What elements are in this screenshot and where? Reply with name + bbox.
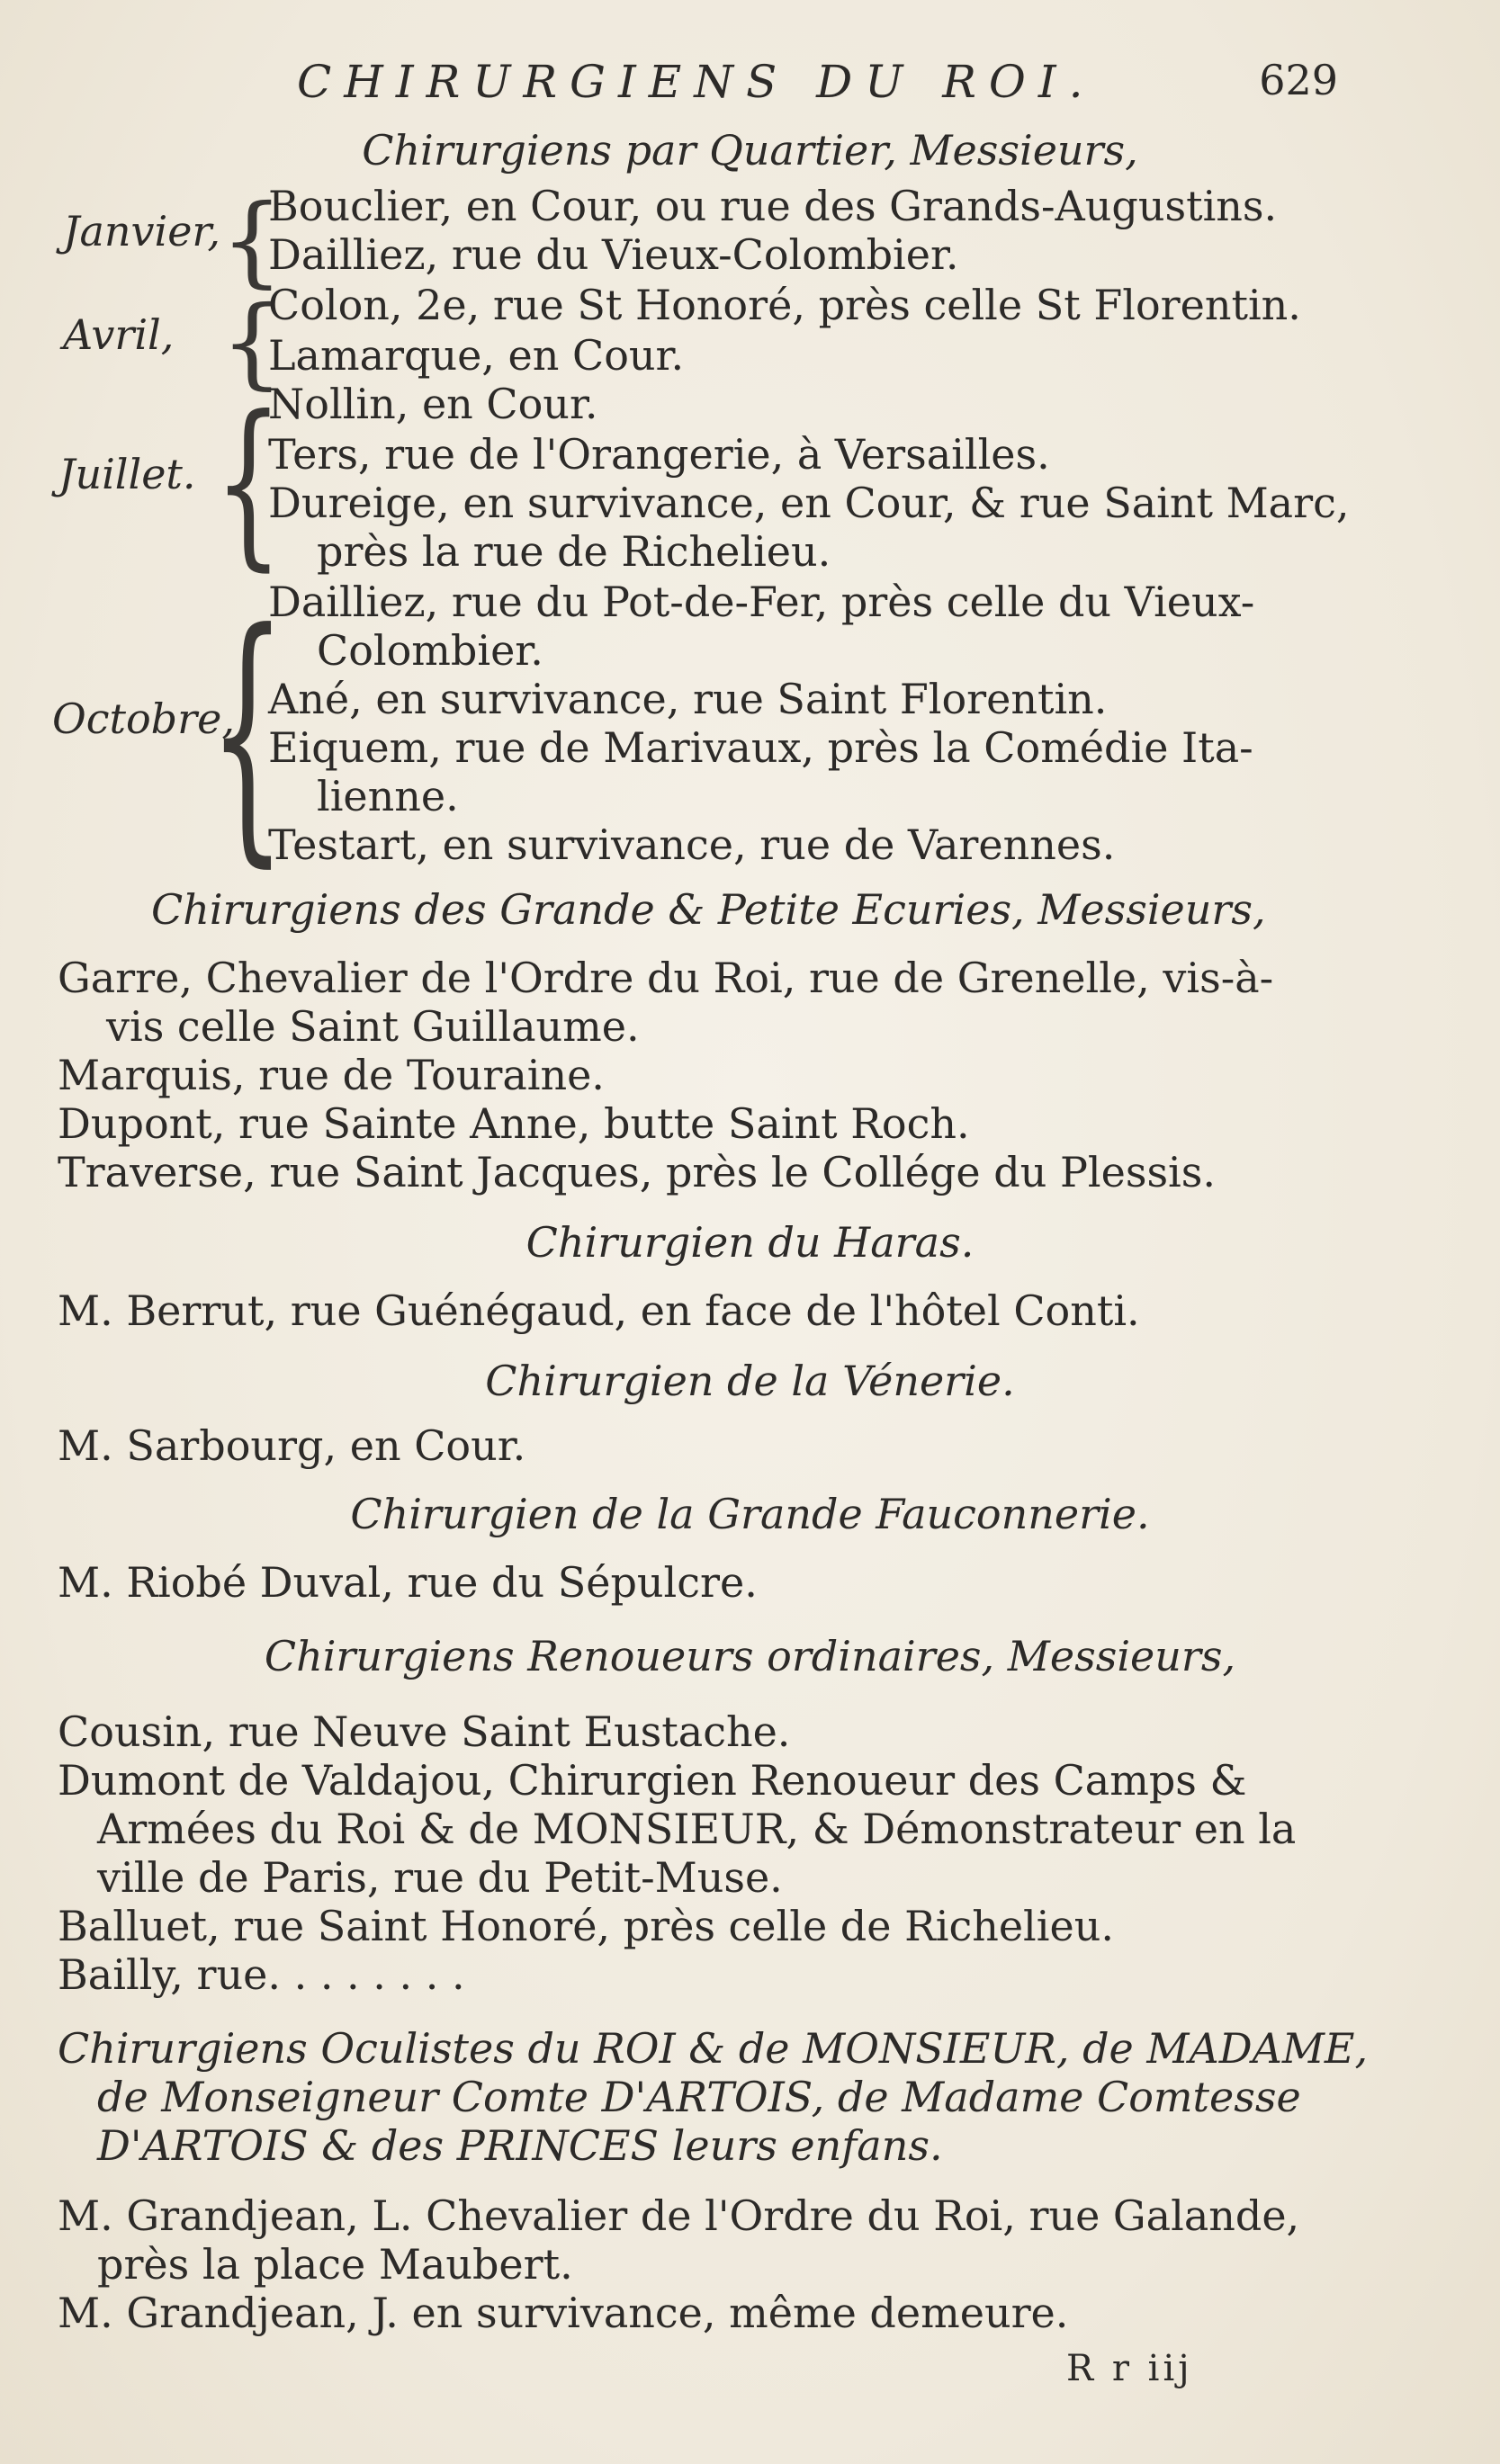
entry-line: Ané, en survivance, rue Saint Florentin. — [268, 675, 1108, 723]
entry-line: Dailliez, rue du Pot-de-Fer, près celle du Vieux- — [268, 578, 1255, 626]
section-heading-venerie: Chirurgien de la Vénerie. — [485, 1357, 1015, 1405]
section-heading-renoueurs: Chirurgiens Renoueurs ordinaires, Messieurs, — [264, 1632, 1236, 1680]
section-heading-oculistes: Chirurgiens Oculistes du ROI & de MONSIEUR, de MADAME, — [58, 2024, 1369, 2073]
entry-line: Cousin, rue Neuve Saint Eustache. — [58, 1707, 791, 1756]
entry-line: M. Berrut, rue Guénégaud, en face de l'hôtel Conti. — [58, 1286, 1140, 1335]
entry-line: Traverse, rue Saint Jacques, près le Collége du Plessis. — [58, 1148, 1216, 1196]
entry-line: vis celle Saint Guillaume. — [106, 1002, 640, 1051]
entry-line: M. Grandjean, J. en survivance, même demeure. — [58, 2289, 1069, 2337]
entry-line: Testart, en survivance, rue de Varennes. — [268, 820, 1116, 869]
entry-line: Bailly, rue. . . . . . . . — [58, 1950, 465, 1999]
section-heading-quarter: Chirurgiens par Quartier, Messieurs, — [362, 126, 1138, 175]
section-heading-oculistes: D'ARTOIS & des PRINCES leurs enfans. — [97, 2121, 943, 2170]
month-avril: Avril, — [63, 310, 175, 359]
entry-line: près la rue de Richelieu. — [317, 527, 831, 576]
section-heading-ecuries: Chirurgiens des Grande & Petite Ecuries, Messieurs, — [151, 885, 1266, 934]
entry-line: Dumont de Valdajou, Chirurgien Renoueur des Camps & — [58, 1756, 1247, 1805]
entry-line: Dailliez, rue du Vieux-Colombier. — [268, 230, 959, 279]
section-heading-haras: Chirurgien du Haras. — [525, 1218, 975, 1267]
section-heading-fauconnerie: Chirurgien de la Grande Fauconnerie. — [350, 1490, 1150, 1538]
section-heading-oculistes: de Monseigneur Comte D'ARTOIS, de Madame Comtesse — [97, 2073, 1301, 2121]
brace-janvier: { — [220, 183, 283, 298]
entry-line: M. Riobé Duval, rue du Sépulcre. — [58, 1558, 758, 1607]
entry-line: Nollin, en Cour. — [268, 380, 598, 428]
entry-line: Marquis, rue de Touraine. — [58, 1051, 605, 1099]
entry-line: Lamarque, en Cour. — [268, 331, 685, 380]
entry-line: Armées du Roi & de MONSIEUR, & Démonstrateur en la — [97, 1805, 1297, 1853]
entry-line: Colombier. — [317, 626, 543, 675]
entry-line: Garre, Chevalier de l'Ordre du Roi, rue de Grenelle, vis-à- — [58, 954, 1274, 1002]
entry-line: Bouclier, en Cour, ou rue des Grands-Augustins. — [268, 182, 1278, 230]
entry-line: M. Sarbourg, en Cour. — [58, 1421, 526, 1470]
entry-line: Eiquem, rue de Marivaux, près la Comédie Ita- — [268, 723, 1253, 772]
page-number: 629 — [1259, 56, 1338, 104]
entry-line: Colon, 2e, rue St Honoré, près celle St Florentin. — [268, 281, 1301, 329]
month-juillet: Juillet. — [58, 450, 196, 498]
brace-octobre: { — [209, 576, 286, 890]
running-title: CHIRURGIENS DU ROI. — [297, 56, 1096, 108]
entry-line: Dureige, en survivance, en Cour, & rue Saint Marc, — [268, 479, 1350, 527]
entry-line: Balluet, rue Saint Honoré, près celle de Richelieu. — [58, 1902, 1114, 1950]
brace-avril: { — [220, 284, 283, 399]
entry-line: ville de Paris, rue du Petit-Muse. — [97, 1853, 783, 1902]
entry-line: lienne. — [317, 772, 459, 820]
brace-juillet: { — [214, 378, 283, 587]
month-janvier: Janvier, — [63, 207, 220, 255]
entry-line: Dupont, rue Sainte Anne, butte Saint Roch. — [58, 1099, 970, 1148]
entry-line: Ters, rue de l'Orangerie, à Versailles. — [268, 430, 1050, 479]
signature-mark: R r iij — [1066, 2348, 1193, 2389]
entry-line: près la place Maubert. — [97, 2240, 573, 2289]
entry-line: M. Grandjean, L. Chevalier de l'Ordre du Roi, rue Galande, — [58, 2191, 1300, 2240]
month-octobre: Octobre, — [52, 694, 235, 743]
